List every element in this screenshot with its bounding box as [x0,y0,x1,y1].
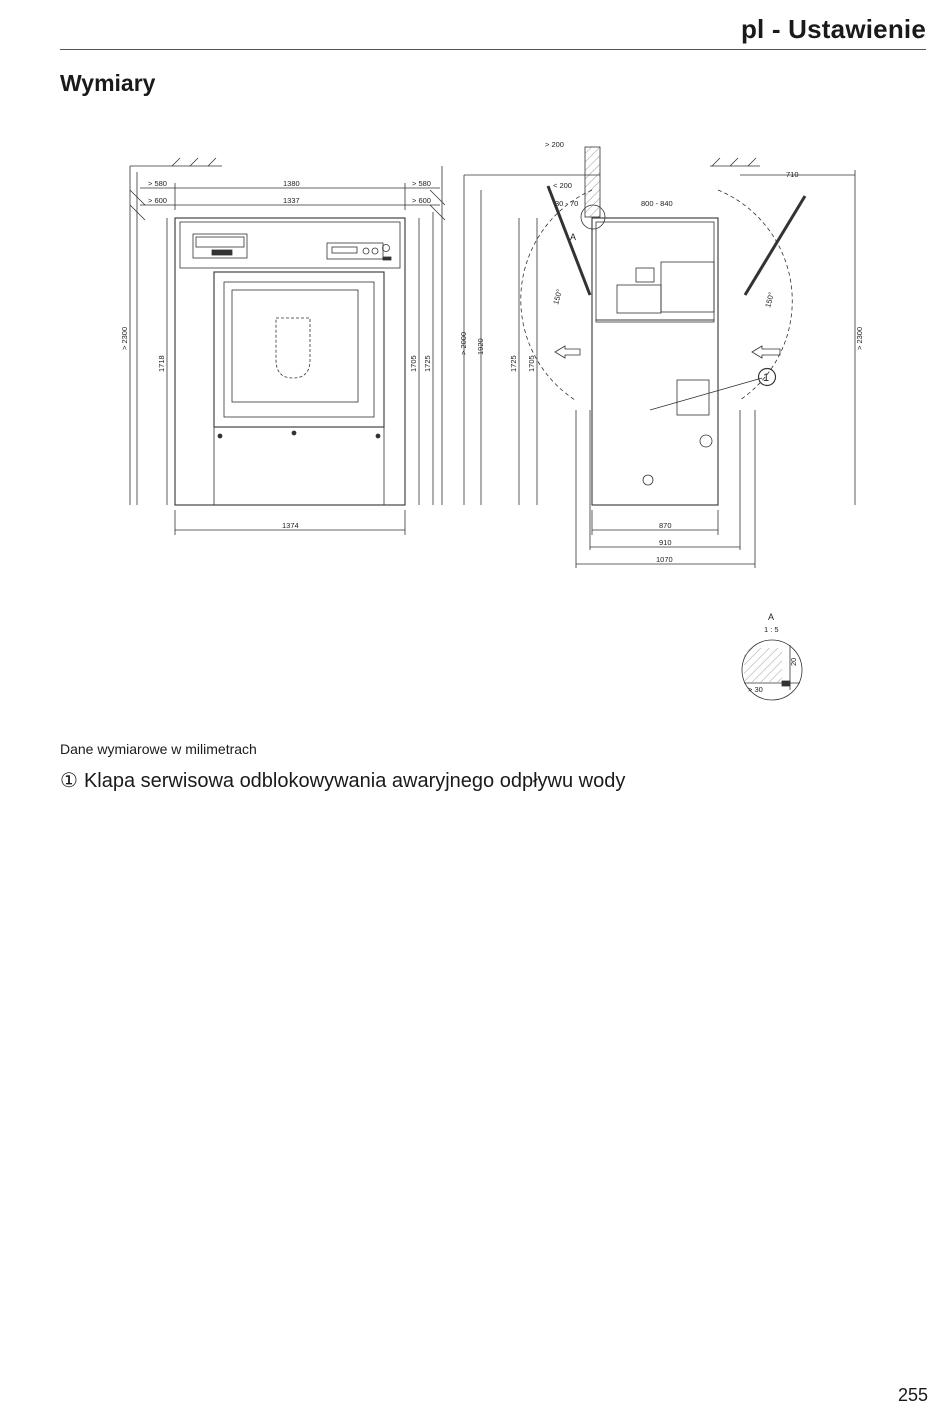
dim-side-width-1070: 1070 [656,555,673,564]
dim-side-height-2000: > 2000 [459,331,468,355]
dim-side-width-910: 910 [659,538,672,547]
page-number: 255 [897,1385,928,1405]
dim-front-clear-left-1: > 580 [148,179,167,188]
dim-side-angle-right: 150° [763,291,776,309]
header-rule [60,49,926,50]
dim-front-height-1725: 1725 [423,355,432,372]
dim-side-height-1725: 1725 [509,355,518,372]
legend-text: Klapa serwisowa odblokowywania awaryjnego odpływu wody [83,770,626,792]
dim-front-clear-left-2: > 600 [148,196,167,205]
dim-side-height-1705: 1705 [527,355,536,372]
dim-front-width-outer: 1380 [283,179,300,188]
detail-scale: 1 : 5 [764,625,779,634]
callout-1: 1 [763,372,770,384]
side-view [464,147,855,568]
dim-front-width-base: 1374 [282,521,299,530]
legend-item [60,768,625,793]
page-header-title: pl - Ustawienie [740,14,926,44]
detail-dim-height: 20 [789,657,798,666]
front-view [130,158,445,535]
dim-front-clear-right-2: > 600 [412,196,431,205]
dimension-caption: Dane wymiarowe w milimetrach [60,741,257,757]
dim-front-clear-right-1: > 580 [412,179,431,188]
legend-number: ① [60,770,78,792]
dim-front-height-1718: 1718 [157,355,166,372]
dim-side-depth-range: 800 - 840 [641,199,673,208]
dim-side-gap-range: 30 - 70 [555,199,579,208]
dim-side-width-870: 870 [659,521,672,530]
dim-side-height-1920: 1920 [476,338,485,355]
dim-side-angle-left: 150° [551,288,564,306]
dim-front-height-1705: 1705 [409,355,418,372]
dimension-drawing [0,130,950,730]
dim-side-height-room: > 2300 [855,326,864,350]
dim-side-clear-top: > 200 [545,140,564,149]
dim-front-height-room: > 2300 [120,326,129,350]
detail-label: A [768,612,775,622]
section-title: Wymiary [60,70,156,96]
dim-front-width-inner: 1337 [283,196,300,205]
dim-side-lid-reach: 710 [786,170,799,179]
detail-marker-a: A [570,232,577,242]
detail-dim-gap: > 30 [748,685,763,694]
dim-side-clear-back: < 200 [553,181,572,190]
